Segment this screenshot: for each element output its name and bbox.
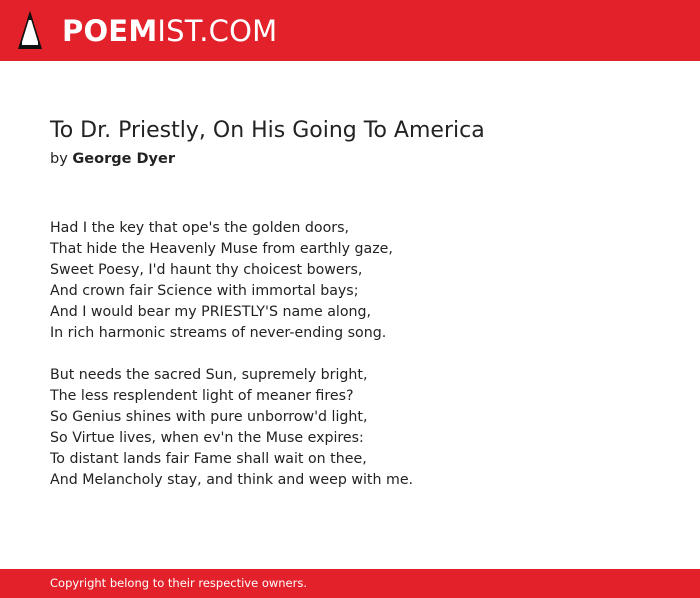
- poem-title: To Dr. Priestly, On His Going To America: [50, 118, 485, 143]
- poem-line: Had I the key that ope's the golden doors,: [50, 220, 350, 236]
- poem-line: To distant lands fair Fame shall wait on thee,: [50, 451, 367, 467]
- logo-bold-text: POEM: [62, 14, 158, 48]
- pencil-tip-icon: [17, 10, 43, 51]
- poem-body: [50, 218, 670, 512]
- poem-line: In rich harmonic streams of never-ending song.: [50, 325, 387, 341]
- site-logo[interactable]: [62, 13, 277, 49]
- poem-line: That hide the Heavenly Muse from earthly gaze,: [50, 241, 393, 257]
- footer-bar: [0, 569, 700, 598]
- poem-line: And Melancholy stay, and think and weep with me.: [50, 472, 414, 488]
- poem-line: So Genius shines with pure unborrow'd light,: [50, 409, 368, 425]
- poem-line: The less resplendent light of meaner fires?: [50, 388, 354, 404]
- copyright-text: Copyright belong to their respective owners.: [50, 576, 308, 590]
- logo-light-text: IST.COM: [157, 14, 278, 48]
- stanza: [50, 218, 670, 344]
- byline: [50, 148, 175, 170]
- poem-line: And crown fair Science with immortal bays;: [50, 283, 359, 299]
- by-label: by: [50, 151, 68, 167]
- poem-line: So Virtue lives, when ev'n the Muse expires:: [50, 430, 364, 446]
- stanza: [50, 365, 670, 491]
- poem-line: Sweet Poesy, I'd haunt thy choicest bowers,: [50, 262, 363, 278]
- author-name: George Dyer: [72, 151, 175, 167]
- poem-line: And I would bear my PRIESTLY'S name along,: [50, 304, 372, 320]
- top-bar: [0, 0, 700, 61]
- poem-line: But needs the sacred Sun, supremely bright,: [50, 367, 368, 383]
